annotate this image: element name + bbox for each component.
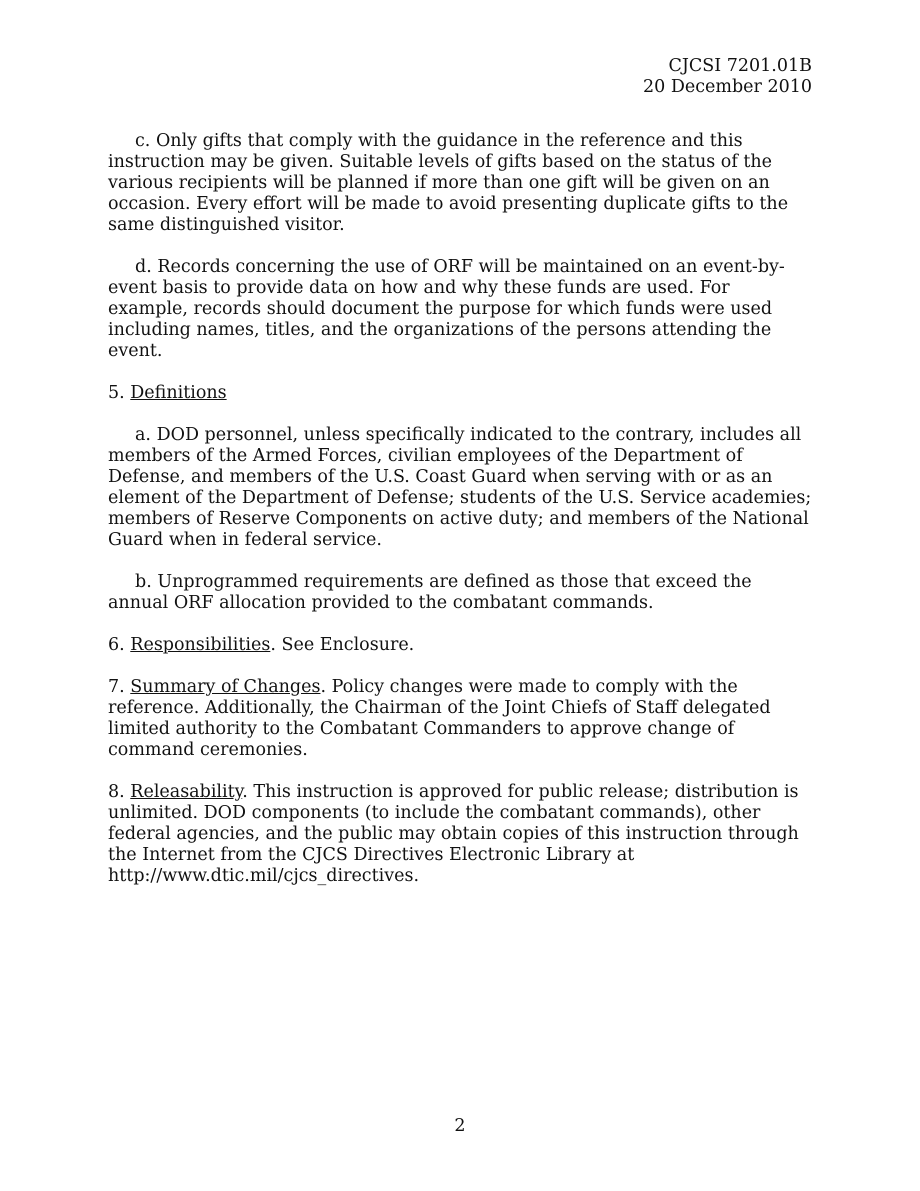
section-7-text: . Policy changes were made to comply with the reference. Additionally, the Chairman of the Joint Chiefs of Staff delegated limited authority to the Combatant Commanders to approve change of command ceremonies. <box>108 677 771 760</box>
document-id: CJCSI 7201.01B <box>668 56 812 76</box>
section-8-text: . This instruction is approved for public release; distribution is unlimited. DOD components (to include the combatant commands), other federal agencies, and the public may obtain copies of this instruction through the Internet from the CJCS Directives Electronic Library at http://www.dtic.mil/cjcs_directives. <box>108 782 799 886</box>
section-5-heading <box>108 383 813 404</box>
section-5-title: Definitions <box>130 383 227 403</box>
section-8-title: Releasability <box>130 782 243 802</box>
section-5-number: 5. <box>108 383 125 403</box>
page-number: 2 <box>454 1116 466 1136</box>
paragraph-c-label: c. <box>135 131 151 151</box>
document-body <box>108 131 813 908</box>
paragraph-d-label: d. <box>135 257 152 277</box>
section-6-title: Responsibilities <box>130 635 271 655</box>
paragraph-c-text: Only gifts that comply with the guidance in the reference and this instruction may be given. Suitable levels of gifts based on the status of the various recipients will be planned if more than one gift will be given on an occasion. Every effort will be made to avoid presenting duplicate gifts to the same distinguished visitor. <box>108 131 789 235</box>
paragraph-d-text: Records concerning the use of ORF will be maintained on an event-by-event basis to provide data on how and why these funds are used. For example, records should document the purpose for which funds were used including names, titles, and the organizations of the persons attending the event. <box>108 257 785 361</box>
section-6-text: . See Enclosure. <box>270 635 415 655</box>
section-7 <box>108 677 813 761</box>
document-header <box>643 56 812 98</box>
document-date: 20 December 2010 <box>643 77 812 97</box>
definition-b-text: Unprogrammed requirements are defined as those that exceed the annual ORF allocation provided to the combatant commands. <box>108 572 752 613</box>
definition-a <box>108 425 813 551</box>
section-8 <box>108 782 813 887</box>
definition-a-text: DOD personnel, unless specifically indicated to the contrary, includes all members of the Armed Forces, civilian employees of the Department of Defense, and members of the U.S. Coast Guard when serving with or as an element of the Department of Defense; students of the U.S. Service academies; members of Reserve Components on active duty; and members of the National Guard when in federal service. <box>108 425 812 550</box>
definition-b <box>108 572 813 614</box>
section-7-number: 7. <box>108 677 125 697</box>
section-8-number: 8. <box>108 782 125 802</box>
paragraph-d <box>108 257 813 362</box>
definition-b-label: b. <box>135 572 152 592</box>
section-6-number: 6. <box>108 635 125 655</box>
section-6 <box>108 635 813 656</box>
paragraph-c <box>108 131 813 236</box>
section-7-title: Summary of Changes <box>130 677 321 697</box>
definition-a-label: a. <box>135 425 151 445</box>
